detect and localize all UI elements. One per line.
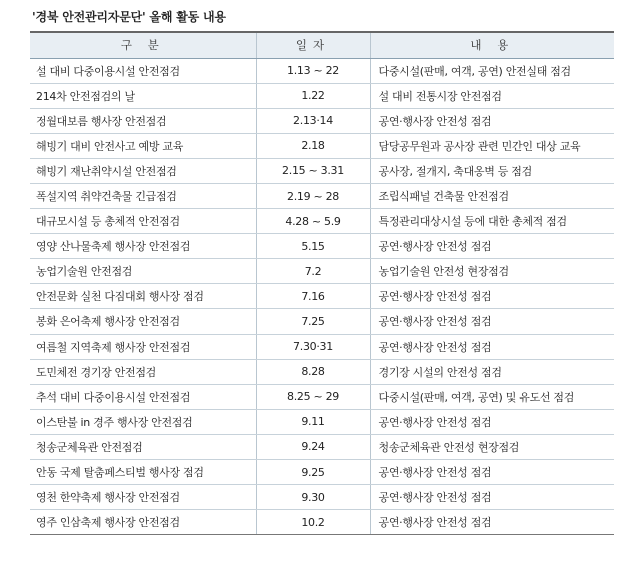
table-row: [30, 209, 614, 234]
table-header-row: [30, 32, 614, 58]
content-cell: 공연·행사장 안전성 점검: [370, 309, 614, 334]
event-cell: 봉화 은어축제 행사장 안전점검: [30, 309, 256, 334]
date-cell: 7.30·31: [256, 334, 370, 359]
content-cell: 공연·행사장 안전성 점검: [370, 334, 614, 359]
date-cell: 4.28 ~ 5.9: [256, 209, 370, 234]
content-cell: 공연·행사장 안전성 점검: [370, 409, 614, 434]
table-body: [30, 58, 614, 535]
event-cell: 농업기술원 안전점검: [30, 259, 256, 284]
date-cell: 7.2: [256, 259, 370, 284]
table-row: [30, 485, 614, 510]
content-cell: 농업기술원 안전성 현장점검: [370, 259, 614, 284]
date-cell: 9.11: [256, 409, 370, 434]
table-row: [30, 284, 614, 309]
content-cell: 담당공무원과 공사장 관련 민간인 대상 교육: [370, 133, 614, 158]
content-cell: 공연·행사장 안전성 점검: [370, 460, 614, 485]
date-cell: 1.13 ~ 22: [256, 58, 370, 83]
date-cell: 9.25: [256, 460, 370, 485]
date-cell: 2.18: [256, 133, 370, 158]
content-cell: 다중시설(판매, 여객, 공연) 안전실태 점검: [370, 58, 614, 83]
event-cell: 안전문화 실천 다짐대회 행사장 점검: [30, 284, 256, 309]
content-cell: 공연·행사장 안전성 점검: [370, 284, 614, 309]
content-cell: 공사장, 절개지, 축대옹벽 등 점검: [370, 158, 614, 183]
table-row: [30, 359, 614, 384]
event-cell: 영주 인삼축제 행사장 안전점검: [30, 510, 256, 535]
table-row: [30, 108, 614, 133]
activity-table: [30, 31, 614, 535]
table-row: [30, 334, 614, 359]
table-row: [30, 158, 614, 183]
table-row: [30, 409, 614, 434]
date-cell: 7.16: [256, 284, 370, 309]
event-cell: 도민체전 경기장 안전점검: [30, 359, 256, 384]
date-cell: 8.28: [256, 359, 370, 384]
event-cell: 해빙기 재난취약시설 안전점검: [30, 158, 256, 183]
event-cell: 설 대비 다중이용시설 안전점검: [30, 58, 256, 83]
content-cell: 설 대비 전통시장 안전점검: [370, 83, 614, 108]
table-row: [30, 384, 614, 409]
table-row: [30, 510, 614, 535]
table-row: [30, 434, 614, 459]
event-cell: 폭설지역 취약건축물 긴급점검: [30, 183, 256, 208]
event-cell: 추석 대비 다중이용시설 안전점검: [30, 384, 256, 409]
event-cell: 대규모시설 등 총체적 안전점검: [30, 209, 256, 234]
content-cell: 다중시설(판매, 여객, 공연) 및 유도선 점검: [370, 384, 614, 409]
content-cell: 공연·행사장 안전성 점검: [370, 485, 614, 510]
table-row: [30, 83, 614, 108]
table-row: [30, 58, 614, 83]
table-row: [30, 259, 614, 284]
date-cell: 2.19 ~ 28: [256, 183, 370, 208]
date-cell: 7.25: [256, 309, 370, 334]
table-row: [30, 183, 614, 208]
date-cell: 2.15 ~ 3.31: [256, 158, 370, 183]
content-cell: 특정관리대상시설 등에 대한 총체적 점검: [370, 209, 614, 234]
header-content: 내 용: [370, 32, 614, 58]
date-cell: 5.15: [256, 234, 370, 259]
table-row: [30, 234, 614, 259]
content-cell: 조립식패널 건축물 안전점검: [370, 183, 614, 208]
date-cell: 10.2: [256, 510, 370, 535]
table-caption: '경북 안전관리자문단' 올해 활동 내용: [32, 10, 226, 24]
event-cell: 이스탄불 in 경주 행사장 안전점검: [30, 409, 256, 434]
content-cell: 경기장 시설의 안전성 점검: [370, 359, 614, 384]
table-row: [30, 309, 614, 334]
header-category: 구 분: [30, 32, 256, 58]
event-cell: 안동 국제 탈춤페스티벌 행사장 점검: [30, 460, 256, 485]
date-cell: 2.13·14: [256, 108, 370, 133]
event-cell: 정월대보름 행사장 안전점검: [30, 108, 256, 133]
date-cell: 1.22: [256, 83, 370, 108]
date-cell: 9.30: [256, 485, 370, 510]
content-cell: 청송군체육관 안전성 현장점검: [370, 434, 614, 459]
date-cell: 9.24: [256, 434, 370, 459]
date-cell: 8.25 ~ 29: [256, 384, 370, 409]
header-date: 일자: [256, 32, 370, 58]
content-cell: 공연·행사장 안전성 점검: [370, 510, 614, 535]
event-cell: 영양 산나물축제 행사장 안전점검: [30, 234, 256, 259]
table-row: [30, 460, 614, 485]
event-cell: 영천 한약축제 행사장 안전점검: [30, 485, 256, 510]
content-cell: 공연·행사장 안전성 점검: [370, 234, 614, 259]
event-cell: 여름철 지역축제 행사장 안전점검: [30, 334, 256, 359]
event-cell: 청송군체육관 안전점검: [30, 434, 256, 459]
content-cell: 공연·행사장 안전성 점검: [370, 108, 614, 133]
table-row: [30, 133, 614, 158]
event-cell: 해빙기 대비 안전사고 예방 교육: [30, 133, 256, 158]
event-cell: 214차 안전점검의 날: [30, 83, 256, 108]
